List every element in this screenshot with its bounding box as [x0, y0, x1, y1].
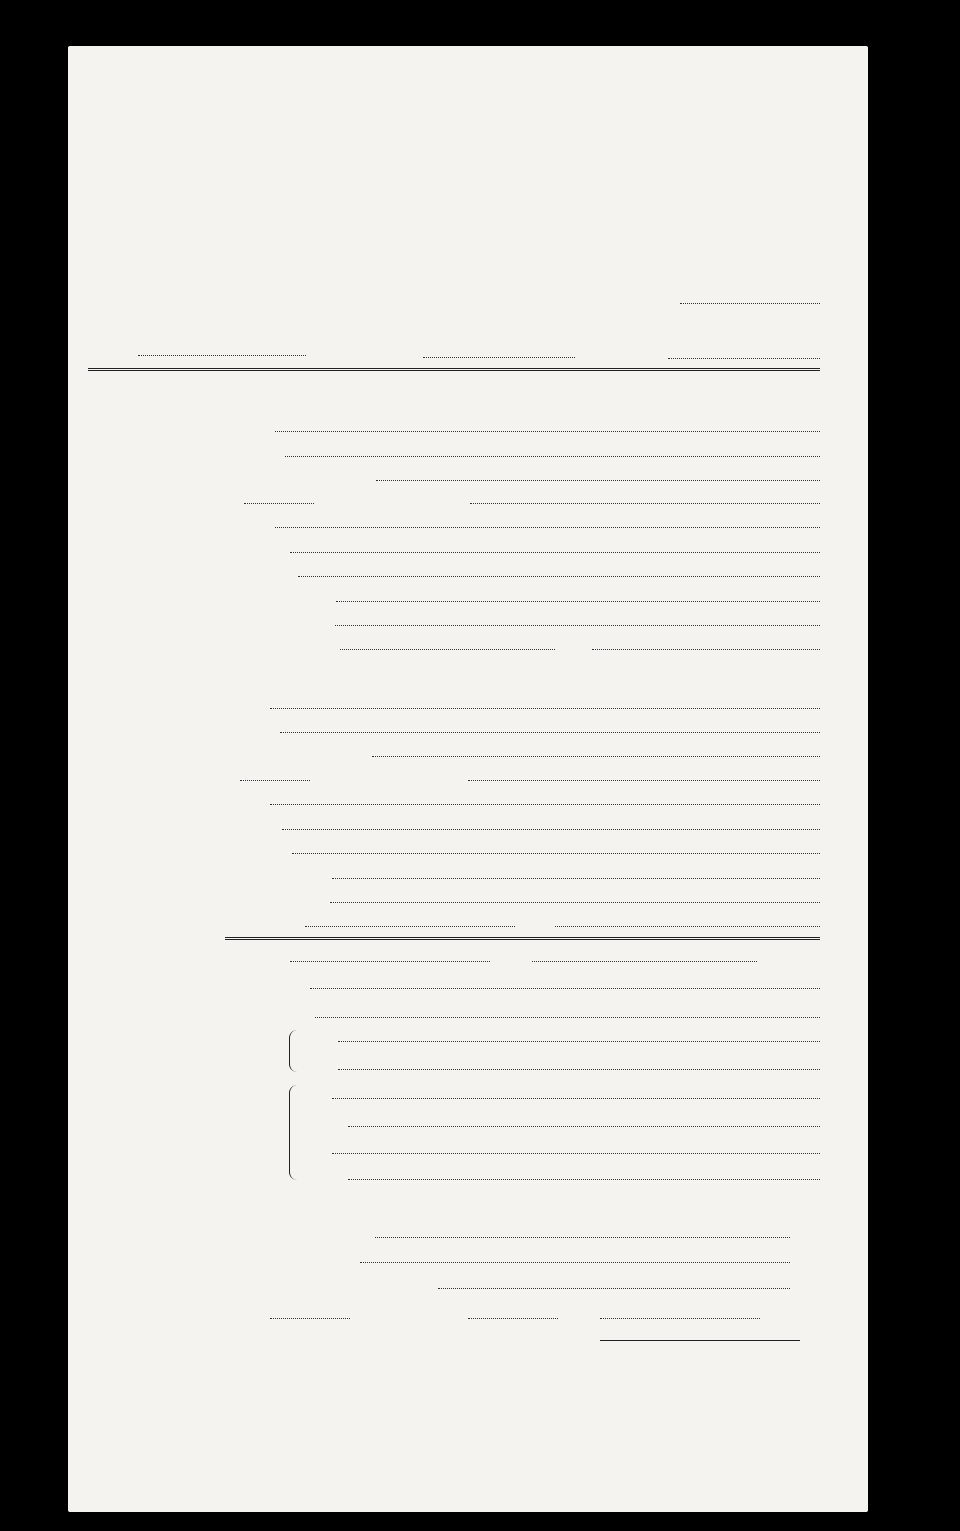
groom-read-line — [340, 649, 555, 650]
filed-day-line — [468, 1318, 558, 1319]
bride-name-line — [270, 708, 820, 709]
bride-status-line — [372, 756, 820, 757]
filing-registered-line — [270, 1318, 350, 1319]
groom-name-line — [275, 431, 820, 432]
place-of-marriage-line — [310, 988, 820, 989]
groom-occupation-line — [285, 456, 820, 457]
bride-write-line — [555, 926, 820, 927]
filed-month-line — [600, 1318, 760, 1319]
municipality-line — [668, 358, 820, 359]
issuer-signature-line — [600, 1340, 800, 1341]
register-form — [68, 46, 868, 1512]
groom-signature-line — [338, 1041, 820, 1042]
groom-age-line — [244, 503, 314, 504]
witness2-address-line — [348, 1179, 820, 1180]
bride-father-birth-line — [332, 878, 820, 879]
header-divider — [88, 368, 820, 371]
bride-mother-line — [330, 902, 820, 903]
witness2-name-line — [332, 1153, 820, 1154]
clergyman-address-line — [360, 1262, 790, 1263]
clergyman-religion-line — [438, 1288, 790, 1289]
bride-read-line — [305, 926, 515, 927]
groom-residence-line — [275, 527, 820, 528]
bride-father-line — [292, 853, 820, 854]
town-line — [423, 357, 575, 358]
witness-brace — [289, 1085, 298, 1180]
when-married-day-line — [290, 961, 490, 962]
bride-residence-line — [270, 804, 820, 805]
groom-father-birth-line — [336, 601, 820, 602]
groom-mother-line — [335, 625, 820, 626]
signature-brace — [289, 1030, 298, 1072]
bride-signature-line — [338, 1069, 820, 1070]
license-or-banns-line — [315, 1017, 820, 1018]
bride-birth-line — [282, 829, 820, 830]
county-line — [138, 355, 306, 356]
groom-write-line — [592, 649, 820, 650]
clergyman-line — [375, 1237, 790, 1238]
groom-father-line — [298, 576, 820, 577]
groom-birth-line — [290, 552, 820, 553]
witness1-address-line — [348, 1126, 820, 1127]
marriage-month-line — [532, 961, 757, 962]
bride-divider — [225, 937, 820, 940]
bride-age-line — [240, 780, 310, 781]
groom-religion-line — [470, 503, 820, 504]
bride-occupation-line — [280, 732, 820, 733]
bride-religion-line — [468, 780, 820, 781]
witness1-name-line — [332, 1098, 820, 1099]
groom-status-line — [376, 480, 820, 481]
registered-no-line — [680, 303, 820, 304]
